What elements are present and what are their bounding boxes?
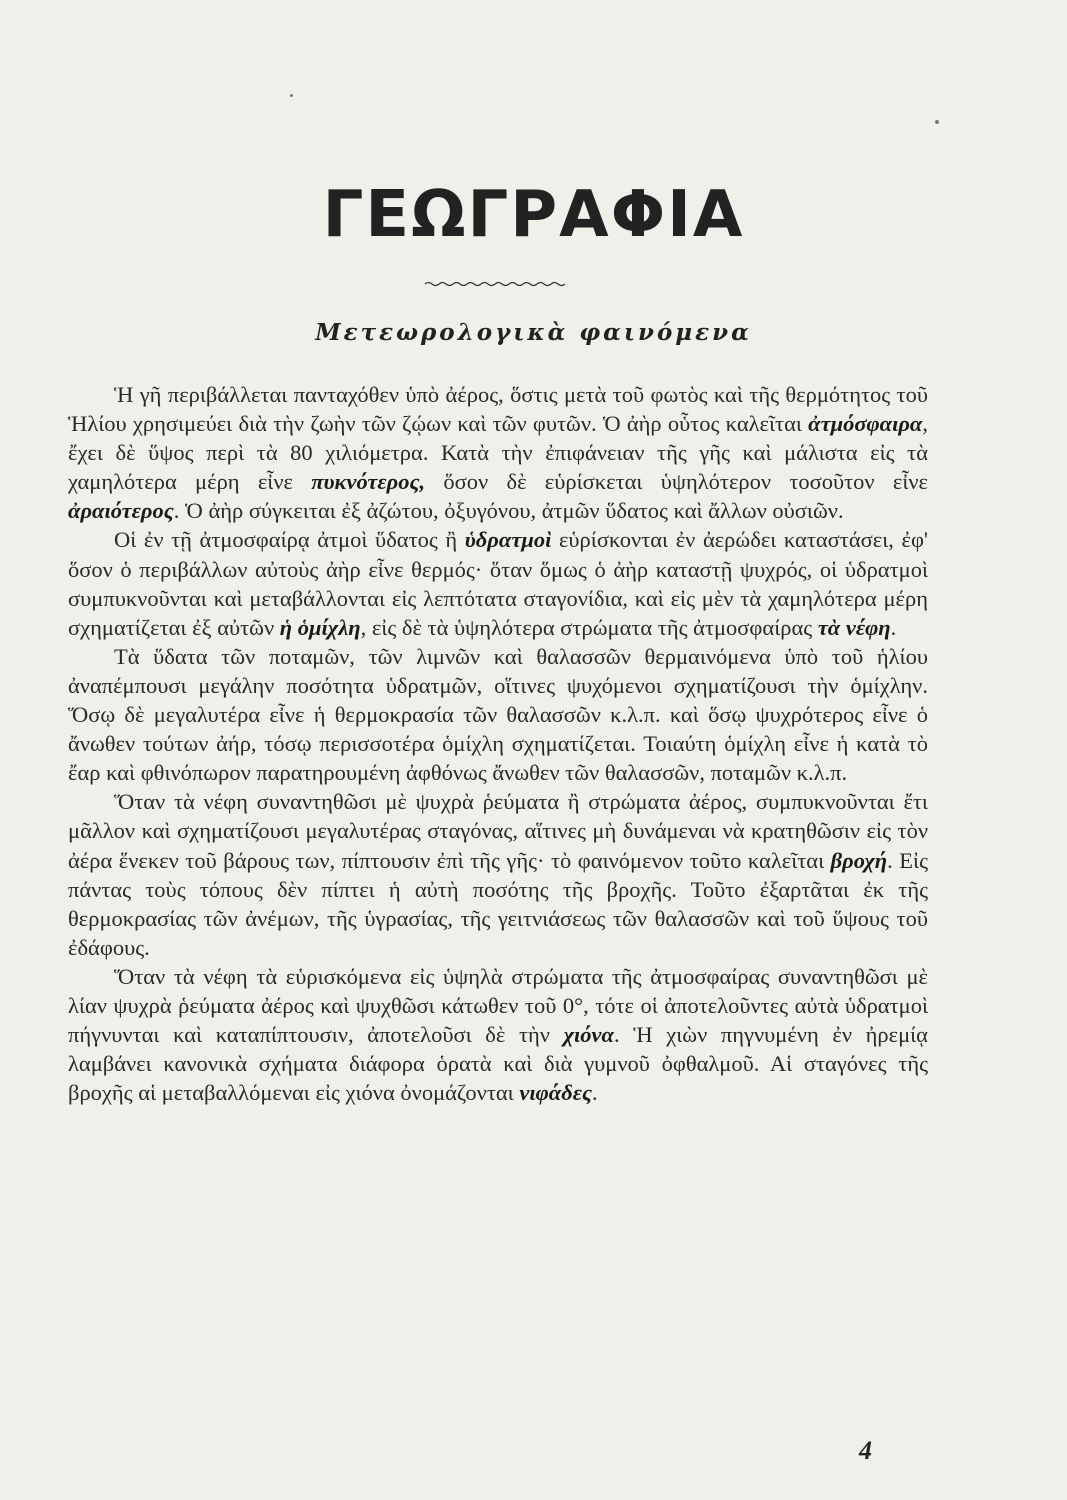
paragraph xyxy=(68,642,928,787)
page-title: ΓΕΩΓΡΑΦΙΑ xyxy=(322,178,745,252)
ink-speck xyxy=(935,120,939,124)
emphasized-term: ἀτμόσφαιρα xyxy=(808,411,923,437)
text-run: , εἰς δὲ τὰ ὑψηλότερα στρώματα τῆς ἀτμοσφαίρας xyxy=(360,614,818,640)
text-run: Τὰ ὕδατα τῶν ποταμῶν, τῶν λιμνῶν καὶ θαλασσῶν θερμαινόμενα ὑπὸ τοῦ ἡλίου ἀναπέμπουσι μεγάλην ποσότητα ὑδρατμῶν, οἵτινες ψυχόμενοι σχηματίζουσι τὴν ὁμίχλην. Ὅσῳ δὲ μεγαλυτέρα εἶνε ἡ θερμοκρασία τῶν θαλασσῶν κ.λ.π. καὶ ὅσῳ ψυχρότερος εἶνε ὁ ἄνωθεν τούτων ἀήρ, τόσῳ περισσοτέρα ὁμίχλη σχηματίζεται. Τοιαύτη ὁμίχλη εἶνε ἡ κατὰ τὸ ἔαρ καὶ φθινόπωρον παρατηρουμένη ἀφθόνως ἄνωθεν τῶν θαλασσῶν, ποταμῶν κ.λ.π. xyxy=(68,643,928,786)
ink-speck xyxy=(290,94,293,97)
emphasized-term: νιφάδες xyxy=(519,1080,592,1106)
text-run: . Ὁ ἀὴρ σύγκειται ἐξ ἀζώτου, ὀξυγόνου, ἀτμῶν ὕδατος καὶ ἄλλων οὐσιῶν. xyxy=(173,498,844,524)
emphasized-term: τὰ νέφη xyxy=(817,614,891,640)
text-run: Οἱ ἐν τῇ ἀτμοσφαίρᾳ ἀτμοὶ ὕδατος ἢ xyxy=(114,527,465,553)
text-run: , ἔχει δὲ ὕψος περὶ τὰ 80 χιλιόμετρα. Κατὰ τὴν ἐπιφάνειαν τῆς γῆς καὶ μάλιστα εἰς τὰ χαμηλότερα μέρη εἶνε xyxy=(68,411,928,495)
title-underline-ornament xyxy=(425,281,565,287)
page-number: 4 xyxy=(859,1436,872,1465)
paragraph xyxy=(68,380,928,525)
text-run: Ὅταν τὰ νέφη συναντηθῶσι μὲ ψυχρὰ ῥεύματα ἢ στρώματα ἀέρος, συμπυκνοῦνται ἔτι μᾶλλον καὶ σχηματίζουσι μεγαλυτέρας σταγόνας, αἵτινες μὴ δυνάμεναι νὰ κρατηθῶσιν εἰς τὸν ἀέρα ἕνεκεν τοῦ βάρους των, πίπτουσιν ἐπὶ τῆς γῆς· τὸ φαινόμενον τοῦτο καλεῖται xyxy=(68,789,928,873)
emphasized-term: ἀραιότερος xyxy=(68,498,174,524)
emphasized-term: ἡ ὁμίχλη xyxy=(279,614,361,640)
text-run: Ἡ γῆ περιβάλλεται πανταχόθεν ὑπὸ ἀέρος, ὅστις μετὰ τοῦ φωτὸς καὶ τῆς θερμότητος τοῦ Ἡλίου χρησιμεύει διὰ τὴν ζωὴν τῶν ζῴων καὶ τῶν φυτῶν. Ὁ ἀὴρ οὗτος καλεῖται xyxy=(68,382,928,437)
section-heading: Μετεωρολογικὰ φαινόμενα xyxy=(315,319,752,346)
paragraph xyxy=(68,787,928,962)
emphasized-term: χιόνα xyxy=(563,1022,614,1048)
text-run: Ὅταν τὰ νέφη τὰ εὑρισκόμενα εἰς ὑψηλὰ στρώματα τῆς ἀτμοσφαίρας συναντηθῶσι μὲ λίαν ψυχρὰ ῥεύματα ἀέρος καὶ ψυχθῶσι κάτωθεν τοῦ 0°, τότε οἱ ἀποτελοῦντες αὐτὰ ὑδρατμοὶ πήγνυνται καὶ καταπίπτουσιν, ἀποτελοῦσι δὲ τὴν xyxy=(68,963,928,1048)
emphasized-term: βροχή xyxy=(830,847,888,873)
article-body xyxy=(68,380,928,1107)
text-run: . Ἡ χιὼν πηγνυμένη ἐν ἠρεμίᾳ λαμβάνει κανονικὰ σχήματα διάφορα ὁρατὰ καὶ διὰ γυμνοῦ ὀφθαλμοῦ. Αἱ σταγόνες τῆς βροχῆς αἱ μεταβαλλόμεναι εἰς χιόνα ὀνομάζονται xyxy=(68,1022,928,1106)
text-run: ὅσον δὲ εὑρίσκεται ὑψηλότερον τοσοῦτον εἶνε xyxy=(425,469,928,495)
paragraph xyxy=(68,525,928,641)
text-run: . xyxy=(890,614,897,640)
text-run: . xyxy=(591,1080,598,1106)
emphasized-term: ὑδρατμοὶ xyxy=(464,527,552,553)
text-run: εὑρίσκονται ἐν ἀερώδει καταστάσει, ἐφ' ὅσον ὁ περιβάλλων αὐτοὺς ἀὴρ εἶνε θερμός· ὅταν ὅμως ὁ ἀὴρ καταστῇ ψυχρός, οἱ ὑδρατμοὶ συμπυκνοῦνται καὶ μεταβάλλονται εἰς λεπτότατα σταγονίδια, καὶ εἰς μὲν τὰ χαμηλότερα μέρη σχηματίζεται ἐξ αὐτῶν xyxy=(68,527,928,640)
emphasized-term: πυκνότερος, xyxy=(311,469,426,495)
paragraph xyxy=(68,962,928,1107)
text-run: . Εἰς πάντας τοὺς τόπους δὲν πίπτει ἡ αὐτὴ ποσότης τῆς βροχῆς. Τοῦτο ἐξαρτᾶται ἐκ τῆς θερμοκρασίας τῶν ἀνέμων, τῆς ὑγρασίας, τῆς γειτνιάσεως τῶν θαλασσῶν καὶ τοῦ ὕψους τοῦ ἐδάφους. xyxy=(68,847,928,960)
